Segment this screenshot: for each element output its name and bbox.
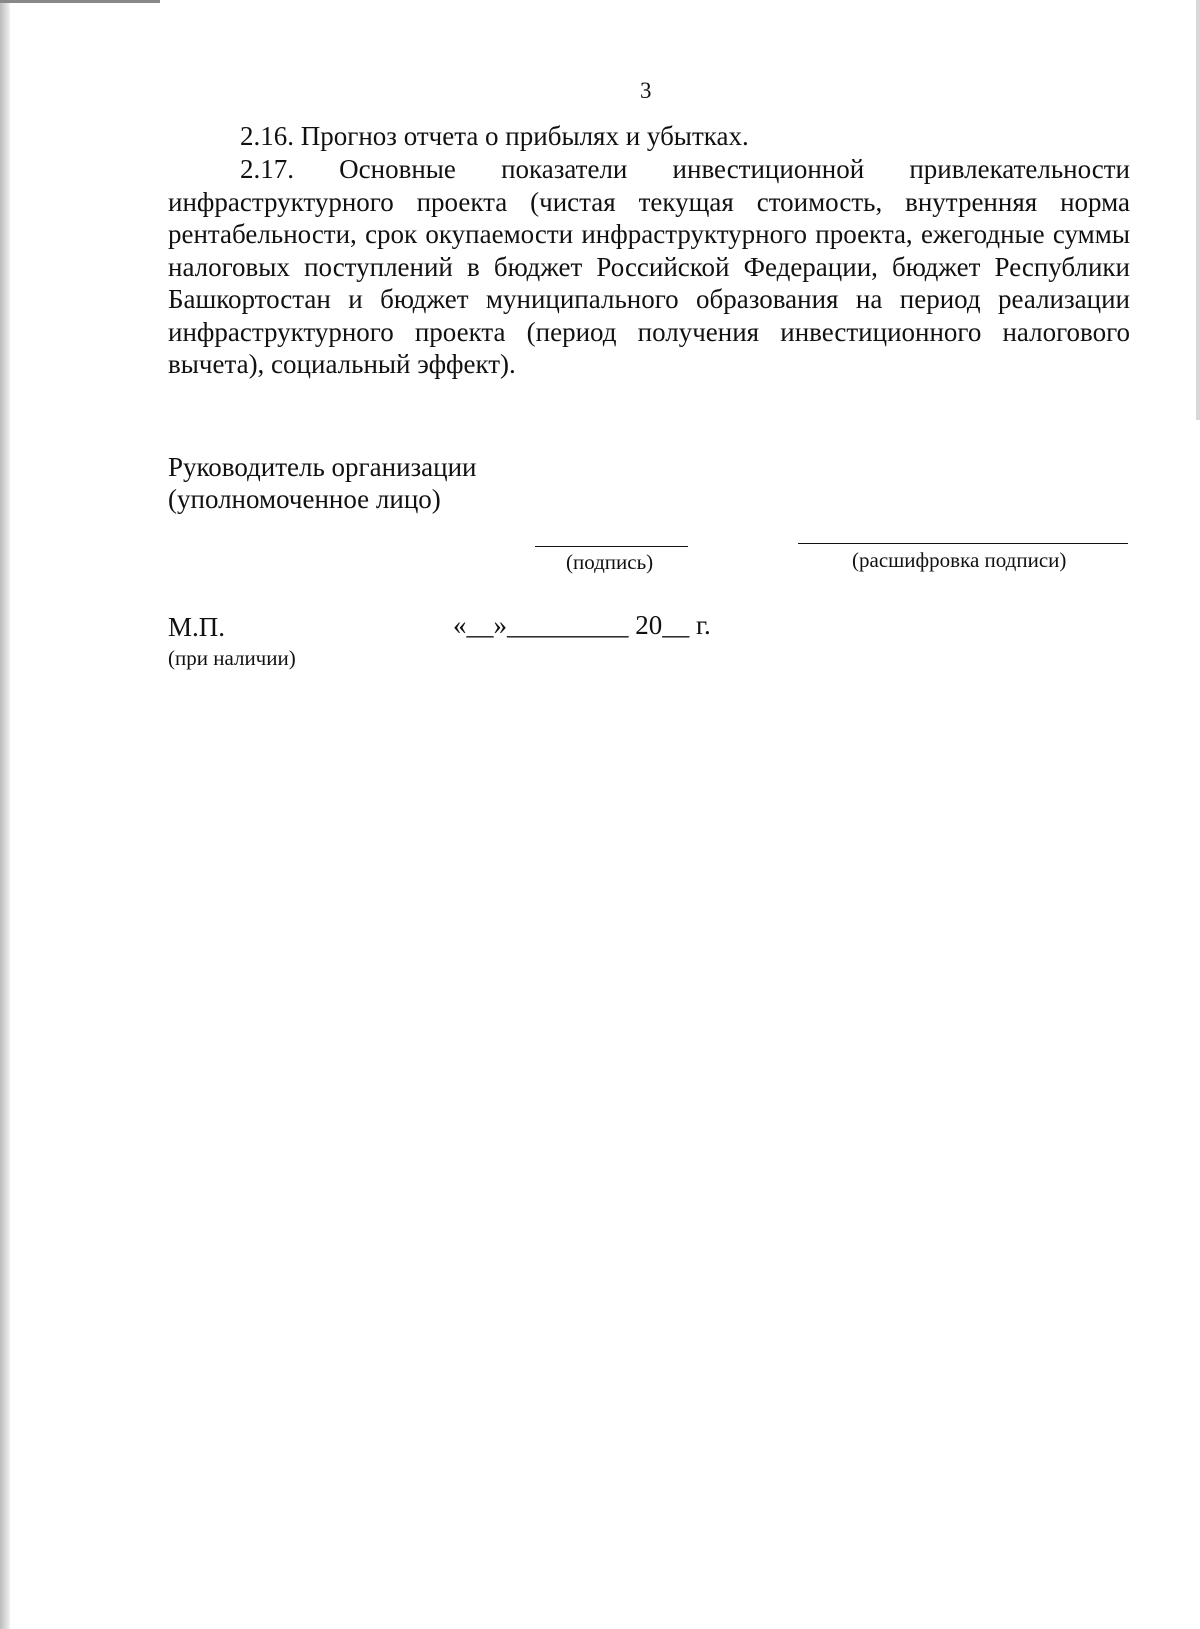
signatory-title	[168, 451, 477, 515]
signature-line	[535, 546, 688, 547]
item-2-17-text: 2.17. Основные показатели инвестиционной привлекательности инфраструктурного проекта (чистая текущая стоимость, внутренняя норма рентабельности, срок окупаемости инфраструктурного проекта, ежегодные суммы налоговых поступлений в бюджет Российской Федерации, бюджет Республики Башкортостан и бюджет муниципального образования на период реализации инфраструктурного проекта (период получения инвестиционного налогового вычета), социальный эффект).	[168, 154, 1130, 379]
item-2-17	[168, 153, 1130, 381]
signatory-title-line1: Руководитель организации	[168, 452, 477, 482]
scan-edge-right	[1196, 0, 1200, 420]
signature-caption: (подпись)	[566, 550, 654, 574]
item-2-16	[168, 120, 1130, 153]
stamp-note: (при наличии)	[168, 646, 296, 670]
page-number: 3	[640, 78, 652, 103]
signature-decoding-line	[798, 543, 1128, 544]
signature-decoding-caption: (расшифровка подписи)	[852, 548, 1067, 572]
scan-edge-top	[0, 0, 160, 3]
date-field: «__»_________ 20__ г.	[453, 610, 711, 640]
signatory-title-line2: (уполномоченное лицо)	[168, 484, 441, 514]
item-2-16-text: 2.16. Прогноз отчета о прибылях и убытках.	[240, 121, 749, 151]
stamp-label: М.П.	[168, 612, 226, 642]
scan-edge-left	[0, 0, 10, 1629]
